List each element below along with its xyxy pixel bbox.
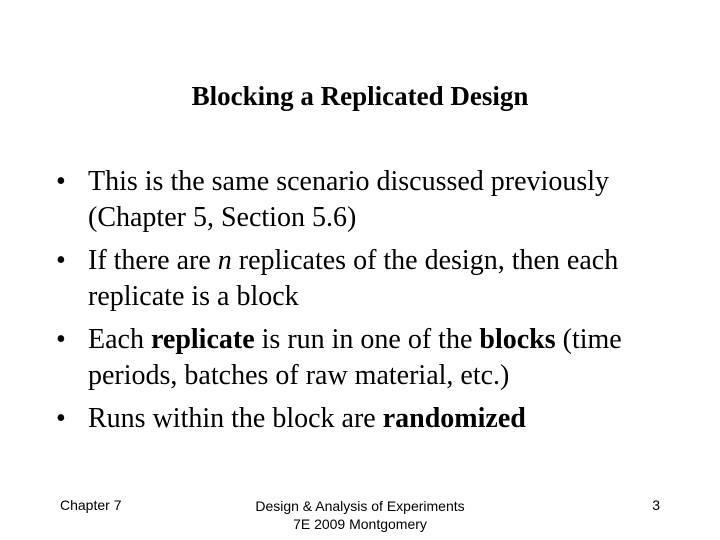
bullet-text: This is the same scenario discussed previously (Chapter 5, Section 5.6) — [88, 166, 610, 233]
bullet-icon: • — [56, 245, 66, 276]
bullet-text: If there are — [88, 245, 218, 276]
bullet-text-italic: n — [217, 245, 232, 276]
bullet-list — [56, 164, 696, 444]
footer-book-title-line2: 7E 2009 Montgomery — [293, 516, 427, 532]
bullet-icon: • — [56, 403, 66, 434]
bullet-text: Each — [88, 324, 151, 355]
bullet-icon: • — [56, 166, 66, 197]
bullet-icon: • — [56, 324, 66, 355]
bullet-item — [56, 322, 696, 394]
bullet-text: (time periods, batches of raw material, etc.) — [88, 324, 622, 391]
footer-book-title — [230, 497, 490, 533]
footer-chapter: Chapter 7 — [60, 497, 122, 513]
slide-title: Blocking a Replicated Design — [191, 81, 529, 111]
bullet-text: replicates of the design, then each replicate is a block — [88, 245, 619, 312]
bullet-text-bold: blocks — [479, 324, 556, 355]
footer-book-title-line1: Design & Analysis of Experiments — [255, 498, 465, 514]
bullet-text-bold: randomized — [382, 403, 526, 434]
bullet-item — [56, 401, 696, 437]
page-number: 3 — [652, 497, 660, 513]
bullet-text: Runs within the block are — [88, 403, 383, 434]
bullet-text-bold: replicate — [150, 324, 255, 355]
bullet-item — [56, 243, 696, 315]
bullet-item — [56, 164, 696, 236]
bullet-text: is run in one of the — [254, 324, 480, 355]
